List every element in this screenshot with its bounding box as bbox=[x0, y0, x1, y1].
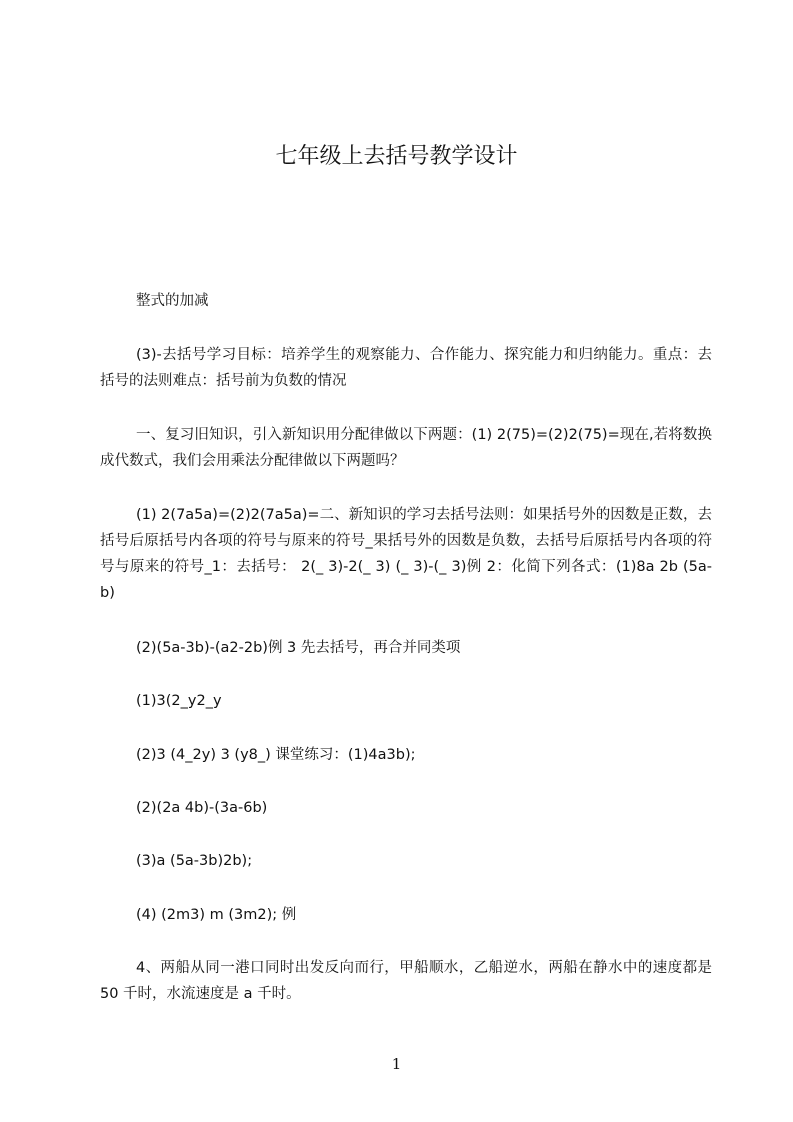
paragraph-exercise-2: (2)3 (4_2y) 3 (y8_) 课堂练习：(1)4a3b); bbox=[136, 747, 416, 763]
paragraph-review: 一、复习旧知识，引入新知识用分配律做以下两题：(1) 2(75)=(2)2(75)=现在,若将数换成代数式，我们会用乘法分配律做以下两题吗？ bbox=[100, 427, 712, 469]
paragraph-practice-3: (3)a (5a-3b)2b); bbox=[136, 853, 253, 869]
paragraph-exercise-1: (1)3(2_y2_y bbox=[136, 693, 222, 709]
paragraph-section-heading: 整式的加减 bbox=[136, 293, 209, 309]
paragraph-example-3: (2)(5a-3b)-(a2-2b)例 3 先去括号，再合并同类项 bbox=[136, 640, 461, 656]
paragraph-practice-4: (4) (2m3) m (3m2); 例 bbox=[136, 907, 297, 923]
paragraph-practice-2: (2)(2a 4b)-(3a-6b) bbox=[136, 800, 268, 816]
page-number: 1 bbox=[391, 1055, 402, 1073]
paragraph-learning-goals: (3)-去括号学习目标：培养学生的观察能力、合作能力、探究能力和归纳能力。重点：去括号的法则难点：括号前为负数的情况 bbox=[100, 347, 712, 389]
paragraph-new-knowledge: (1) 2(7a5a)=(2)2(7a5a)=二、新知识的学习去括号法则：如果括号外的因数是正数，去括号后原括号内各项的符号与原来的符号_果括号外的因数是负数，去括号后原括号内各项的符号与原来的符号_1：去括号： 2(_ 3)-2(_ 3) (_ 3)-(_ 3)例 2：化简下列各式：(1)8a 2b (5a-b) bbox=[100, 507, 712, 601]
paragraph-example-4: 4、两船从同一港口同时出发反向而行，甲船顺水，乙船逆水，两船在静水中的速度都是 50 千时，水流速度是 a 千时。 bbox=[100, 960, 712, 1002]
document-title: 七年级上去括号教学设计 bbox=[275, 144, 518, 169]
